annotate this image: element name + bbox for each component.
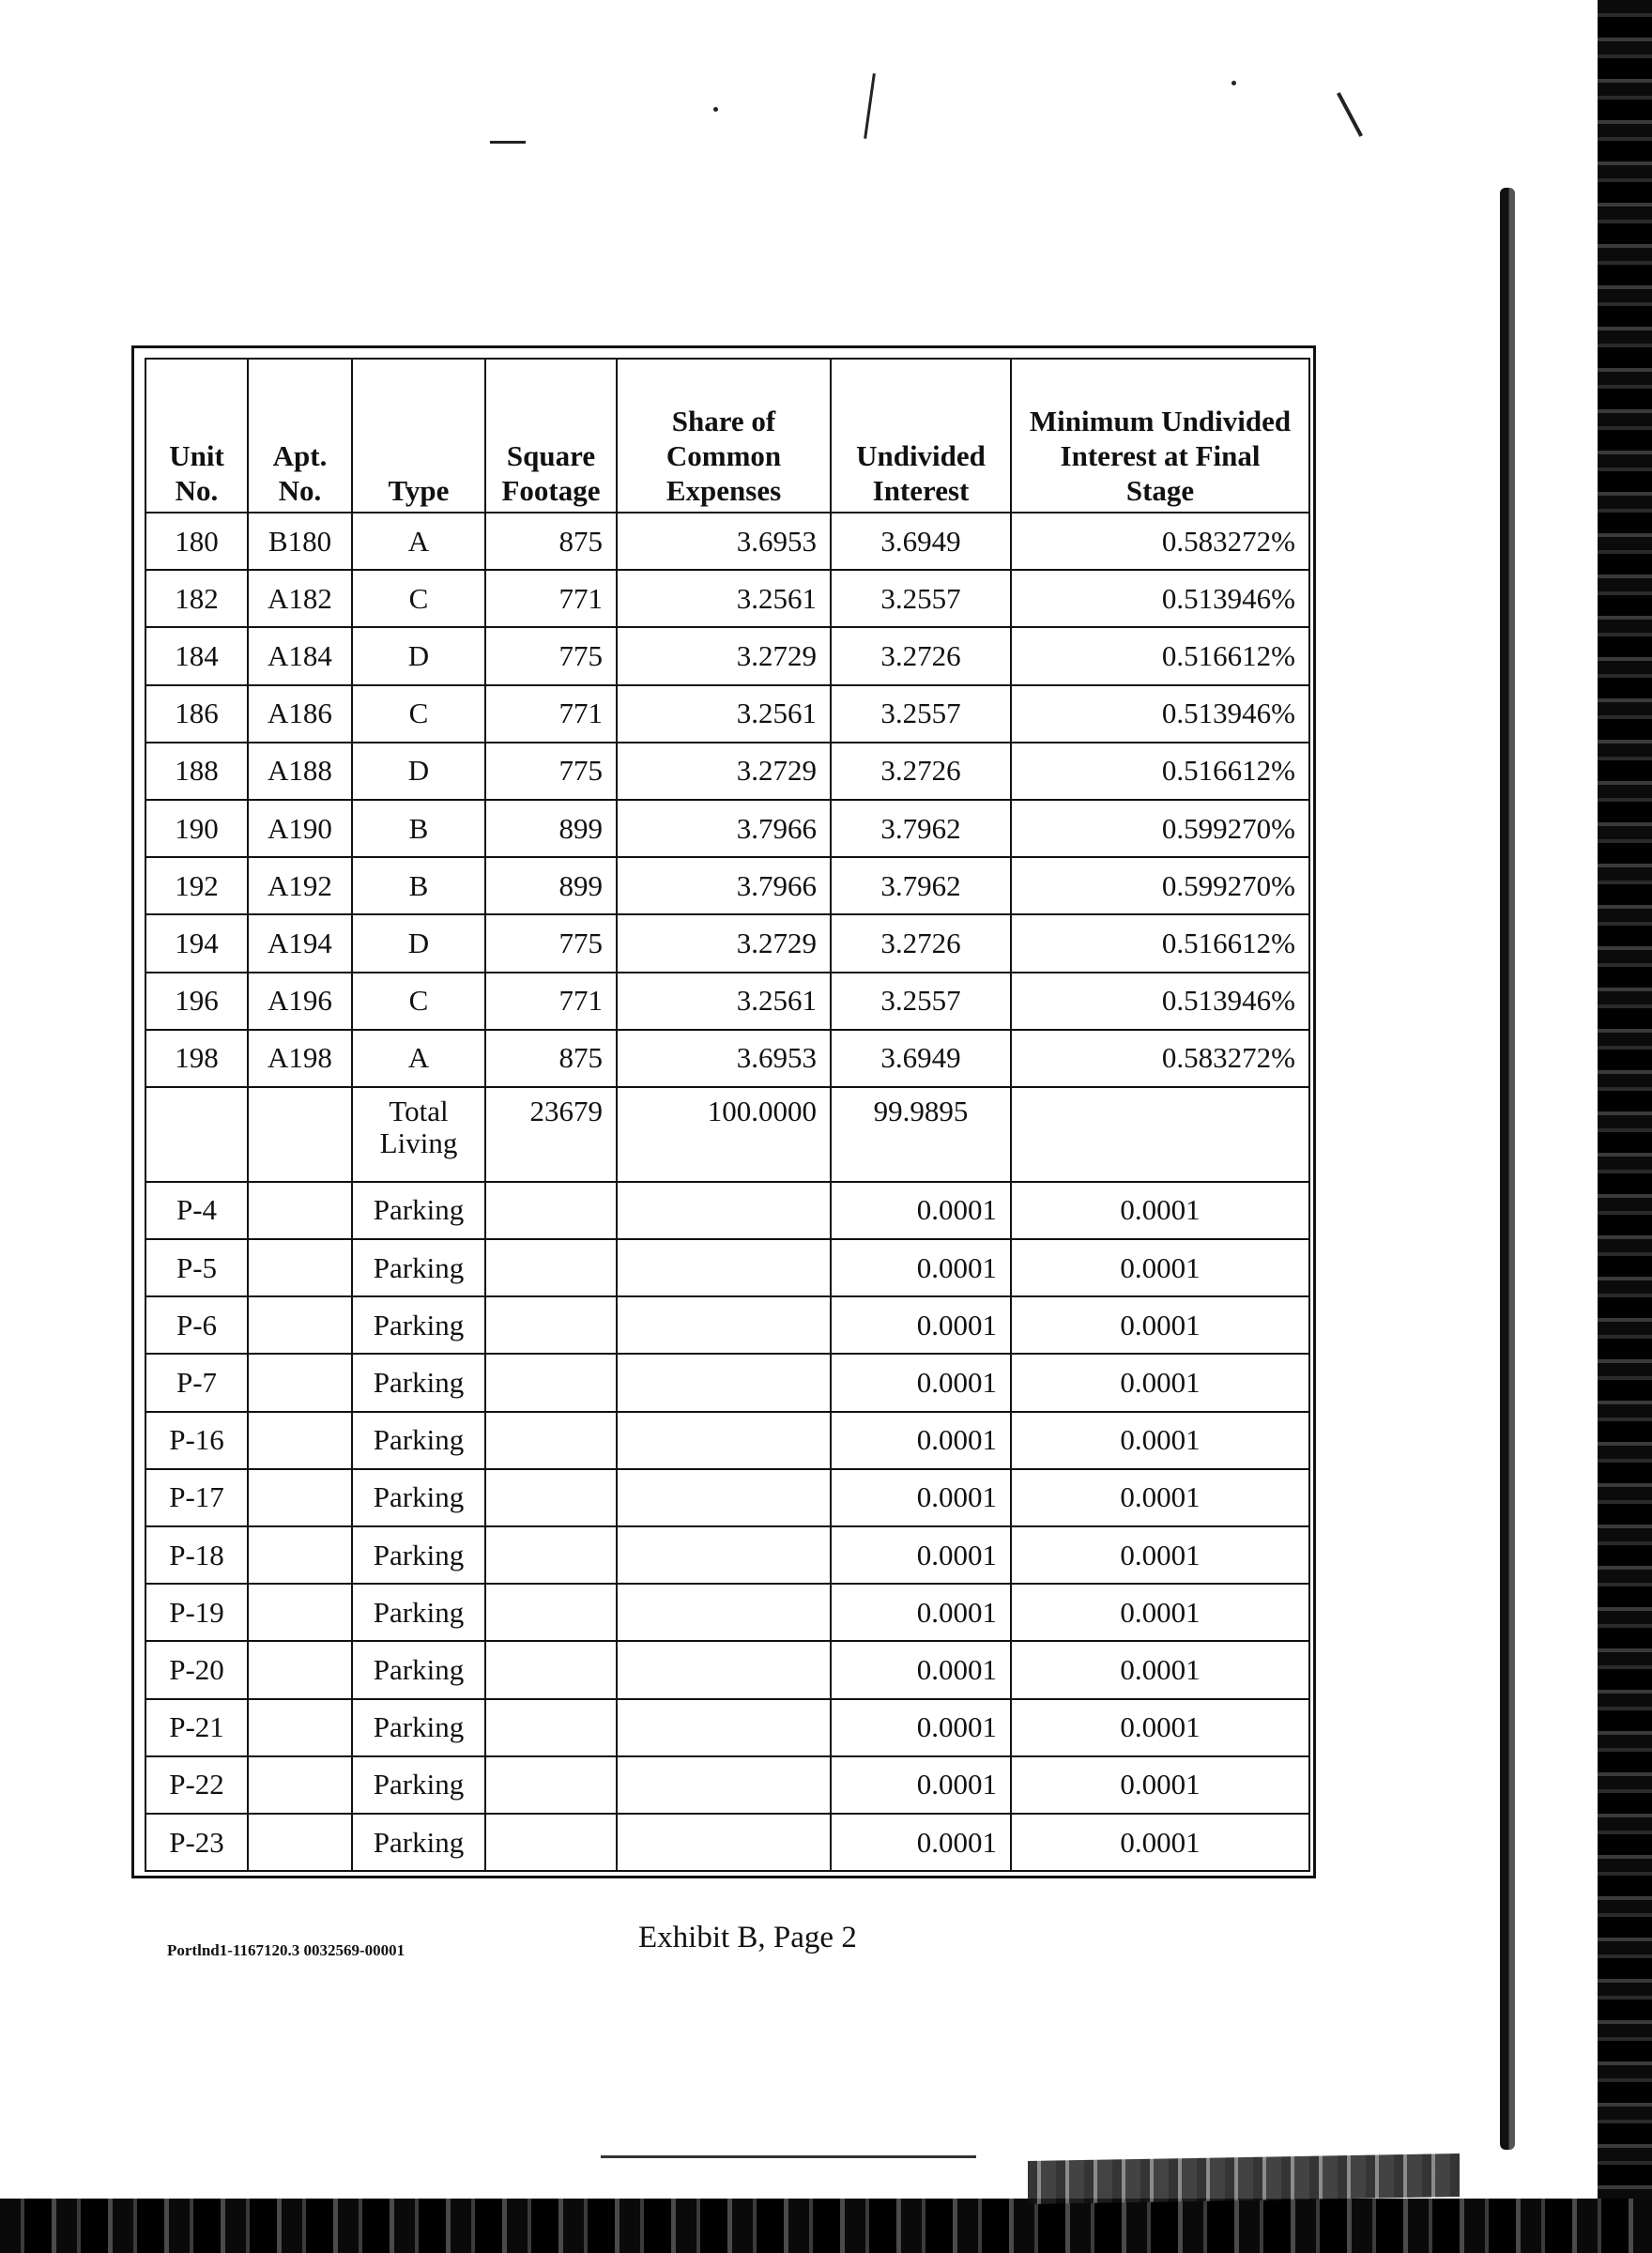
scan-line — [601, 2155, 976, 2158]
cell-type: A — [352, 1030, 485, 1087]
cell-type: Parking — [352, 1641, 485, 1698]
table-row — [145, 685, 1309, 743]
cell-minimum: 0.513946% — [1011, 973, 1309, 1030]
cell-share: 3.2729 — [617, 914, 831, 972]
cell-share — [617, 1296, 831, 1354]
cell-minimum: 0.0001 — [1011, 1699, 1309, 1756]
cell-share — [617, 1182, 831, 1239]
cell-share — [617, 1239, 831, 1296]
header-minimum-undivided-interest: Minimum Undivided Interest at Final Stage — [1011, 359, 1309, 513]
cell-minimum: 0.0001 — [1011, 1239, 1309, 1296]
cell-undivided: 0.0001 — [831, 1182, 1011, 1239]
cell-share — [617, 1814, 831, 1871]
cell-share: 3.6953 — [617, 513, 831, 570]
table-row — [145, 1412, 1309, 1469]
table-row — [145, 1756, 1309, 1814]
scan-speck — [1337, 92, 1363, 137]
cell-apt — [248, 1756, 352, 1814]
cell-unit: P-16 — [145, 1412, 248, 1469]
cell-type: Parking — [352, 1584, 485, 1641]
cell-unit: P-6 — [145, 1296, 248, 1354]
scan-edge-right — [1598, 0, 1652, 2253]
cell-undivided: 3.2726 — [831, 743, 1011, 800]
cell-apt: B180 — [248, 513, 352, 570]
cell-unit: 192 — [145, 857, 248, 914]
cell-minimum: 0.0001 — [1011, 1584, 1309, 1641]
cell-sqft — [485, 1814, 617, 1871]
scan-streak — [1500, 188, 1515, 2150]
cell-sqft: 899 — [485, 857, 617, 914]
cell-share: 3.2729 — [617, 743, 831, 800]
table-row — [145, 513, 1309, 570]
cell-share — [617, 1412, 831, 1469]
cell-apt: A190 — [248, 800, 352, 857]
cell-sqft — [485, 1182, 617, 1239]
cell-type: Parking — [352, 1814, 485, 1871]
cell-total-undivided: 99.9895 — [831, 1087, 1011, 1182]
table-row — [145, 1584, 1309, 1641]
cell-unit: P-7 — [145, 1354, 248, 1411]
cell-share: 3.7966 — [617, 857, 831, 914]
cell-undivided: 3.7962 — [831, 800, 1011, 857]
cell-sqft — [485, 1526, 617, 1584]
cell-sqft — [485, 1239, 617, 1296]
scan-smudge — [1028, 2153, 1460, 2204]
cell-undivided: 0.0001 — [831, 1584, 1011, 1641]
cell-undivided: 0.0001 — [831, 1526, 1011, 1584]
header-unit-no: Unit No. — [145, 359, 248, 513]
table-row — [145, 1182, 1309, 1239]
cell-apt — [248, 1087, 352, 1182]
cell-minimum: 0.0001 — [1011, 1296, 1309, 1354]
cell-apt: A194 — [248, 914, 352, 972]
cell-unit: P-4 — [145, 1182, 248, 1239]
cell-sqft: 875 — [485, 1030, 617, 1087]
cell-undivided: 3.2557 — [831, 570, 1011, 627]
cell-share — [617, 1584, 831, 1641]
cell-apt: A182 — [248, 570, 352, 627]
cell-share: 3.2729 — [617, 627, 831, 684]
cell-unit: 194 — [145, 914, 248, 972]
cell-type: Parking — [352, 1699, 485, 1756]
cell-sqft: 775 — [485, 627, 617, 684]
cell-minimum: 0.0001 — [1011, 1814, 1309, 1871]
cell-apt — [248, 1412, 352, 1469]
units-table-frame — [131, 345, 1316, 1878]
cell-minimum: 0.0001 — [1011, 1412, 1309, 1469]
cell-minimum: 0.583272% — [1011, 513, 1309, 570]
header-type: Type — [352, 359, 485, 513]
cell-sqft — [485, 1412, 617, 1469]
table-row — [145, 1469, 1309, 1526]
cell-apt: A188 — [248, 743, 352, 800]
cell-sqft: 875 — [485, 513, 617, 570]
cell-sqft — [485, 1296, 617, 1354]
cell-minimum: 0.516612% — [1011, 627, 1309, 684]
cell-share: 3.6953 — [617, 1030, 831, 1087]
cell-sqft: 775 — [485, 743, 617, 800]
table-row — [145, 1030, 1309, 1087]
cell-type: Parking — [352, 1354, 485, 1411]
units-table — [145, 358, 1310, 1872]
cell-sqft — [485, 1699, 617, 1756]
table-row — [145, 800, 1309, 857]
cell-share: 3.2561 — [617, 685, 831, 743]
header-square-footage: Square Footage — [485, 359, 617, 513]
cell-unit: 186 — [145, 685, 248, 743]
cell-unit: 198 — [145, 1030, 248, 1087]
cell-minimum: 0.513946% — [1011, 570, 1309, 627]
cell-type: C — [352, 973, 485, 1030]
table-header-row — [145, 359, 1309, 513]
cell-share — [617, 1699, 831, 1756]
cell-undivided: 3.2726 — [831, 627, 1011, 684]
document-id: Portlnd1-1167120.3 0032569-00001 — [167, 1941, 405, 1959]
cell-share: 3.7966 — [617, 800, 831, 857]
cell-type: Parking — [352, 1412, 485, 1469]
cell-sqft — [485, 1641, 617, 1698]
cell-type: B — [352, 800, 485, 857]
cell-unit: P-17 — [145, 1469, 248, 1526]
cell-type: B — [352, 857, 485, 914]
cell-undivided: 0.0001 — [831, 1412, 1011, 1469]
cell-apt — [248, 1584, 352, 1641]
cell-share — [617, 1526, 831, 1584]
cell-type: Parking — [352, 1756, 485, 1814]
cell-sqft — [485, 1756, 617, 1814]
cell-undivided: 3.6949 — [831, 1030, 1011, 1087]
table-row — [145, 1354, 1309, 1411]
cell-apt: A192 — [248, 857, 352, 914]
cell-type: A — [352, 513, 485, 570]
cell-undivided: 0.0001 — [831, 1699, 1011, 1756]
cell-minimum: 0.513946% — [1011, 685, 1309, 743]
cell-sqft — [485, 1354, 617, 1411]
cell-apt: A196 — [248, 973, 352, 1030]
cell-undivided: 3.2557 — [831, 685, 1011, 743]
cell-undivided: 0.0001 — [831, 1756, 1011, 1814]
cell-minimum: 0.516612% — [1011, 914, 1309, 972]
cell-unit: P-19 — [145, 1584, 248, 1641]
cell-apt: A184 — [248, 627, 352, 684]
cell-undivided: 0.0001 — [831, 1239, 1011, 1296]
cell-sqft: 775 — [485, 914, 617, 972]
table-row — [145, 1699, 1309, 1756]
cell-minimum: 0.0001 — [1011, 1756, 1309, 1814]
table-row — [145, 743, 1309, 800]
cell-share — [617, 1756, 831, 1814]
cell-apt — [248, 1526, 352, 1584]
cell-apt — [248, 1814, 352, 1871]
cell-type: D — [352, 627, 485, 684]
cell-apt — [248, 1354, 352, 1411]
cell-unit: 188 — [145, 743, 248, 800]
cell-minimum: 0.0001 — [1011, 1354, 1309, 1411]
cell-type: Parking — [352, 1296, 485, 1354]
cell-minimum: 0.0001 — [1011, 1182, 1309, 1239]
cell-apt: A198 — [248, 1030, 352, 1087]
cell-undivided: 3.6949 — [831, 513, 1011, 570]
cell-total-sqft: 23679 — [485, 1087, 617, 1182]
cell-undivided: 3.2557 — [831, 973, 1011, 1030]
cell-minimum: 0.0001 — [1011, 1469, 1309, 1526]
cell-share: 3.2561 — [617, 570, 831, 627]
cell-type: Parking — [352, 1239, 485, 1296]
cell-total-share: 100.0000 — [617, 1087, 831, 1182]
cell-minimum: 0.599270% — [1011, 800, 1309, 857]
cell-apt — [248, 1182, 352, 1239]
cell-unit: P-23 — [145, 1814, 248, 1871]
cell-unit: 182 — [145, 570, 248, 627]
cell-sqft: 899 — [485, 800, 617, 857]
cell-total-minimum — [1011, 1087, 1309, 1182]
cell-share: 3.2561 — [617, 973, 831, 1030]
cell-apt — [248, 1296, 352, 1354]
cell-undivided: 0.0001 — [831, 1354, 1011, 1411]
scan-speck — [864, 73, 876, 139]
cell-unit: P-22 — [145, 1756, 248, 1814]
cell-share — [617, 1354, 831, 1411]
table-row — [145, 857, 1309, 914]
cell-sqft: 771 — [485, 973, 617, 1030]
cell-unit: 180 — [145, 513, 248, 570]
table-row — [145, 973, 1309, 1030]
cell-apt — [248, 1641, 352, 1698]
cell-type: D — [352, 743, 485, 800]
scan-edge-bottom — [0, 2199, 1652, 2253]
scan-speck — [490, 141, 526, 144]
cell-sqft: 771 — [485, 685, 617, 743]
table-row — [145, 1526, 1309, 1584]
cell-sqft: 771 — [485, 570, 617, 627]
cell-apt — [248, 1469, 352, 1526]
cell-undivided: 0.0001 — [831, 1814, 1011, 1871]
header-apt-no: Apt. No. — [248, 359, 352, 513]
cell-unit: P-5 — [145, 1239, 248, 1296]
cell-type: Parking — [352, 1469, 485, 1526]
cell-type: Parking — [352, 1526, 485, 1584]
total-living-row — [145, 1087, 1309, 1182]
cell-undivided: 0.0001 — [831, 1296, 1011, 1354]
table-row — [145, 1296, 1309, 1354]
cell-unit: P-20 — [145, 1641, 248, 1698]
cell-apt: A186 — [248, 685, 352, 743]
cell-minimum: 0.599270% — [1011, 857, 1309, 914]
cell-unit — [145, 1087, 248, 1182]
cell-share — [617, 1469, 831, 1526]
scan-speck — [1231, 81, 1236, 85]
page-label: Exhibit B, Page 2 — [638, 1921, 857, 1954]
cell-unit: P-18 — [145, 1526, 248, 1584]
header-share-of-common-expenses: Share of Common Expenses — [617, 359, 831, 513]
cell-unit: 196 — [145, 973, 248, 1030]
cell-unit: 190 — [145, 800, 248, 857]
cell-apt — [248, 1699, 352, 1756]
table-row — [145, 1814, 1309, 1871]
cell-undivided: 3.2726 — [831, 914, 1011, 972]
cell-unit: 184 — [145, 627, 248, 684]
table-row — [145, 914, 1309, 972]
cell-sqft — [485, 1469, 617, 1526]
cell-apt — [248, 1239, 352, 1296]
cell-minimum: 0.0001 — [1011, 1641, 1309, 1698]
cell-undivided: 0.0001 — [831, 1469, 1011, 1526]
cell-minimum: 0.516612% — [1011, 743, 1309, 800]
cell-type: C — [352, 570, 485, 627]
cell-undivided: 3.7962 — [831, 857, 1011, 914]
cell-type: Parking — [352, 1182, 485, 1239]
cell-sqft — [485, 1584, 617, 1641]
table-row — [145, 1239, 1309, 1296]
cell-total-label: Total Living — [352, 1087, 485, 1182]
table-row — [145, 1641, 1309, 1698]
cell-minimum: 0.0001 — [1011, 1526, 1309, 1584]
scan-speck — [713, 107, 718, 112]
cell-share — [617, 1641, 831, 1698]
table-row — [145, 570, 1309, 627]
cell-undivided: 0.0001 — [831, 1641, 1011, 1698]
cell-minimum: 0.583272% — [1011, 1030, 1309, 1087]
header-undivided-interest: Undivided Interest — [831, 359, 1011, 513]
cell-unit: P-21 — [145, 1699, 248, 1756]
cell-type: D — [352, 914, 485, 972]
cell-type: C — [352, 685, 485, 743]
table-row — [145, 627, 1309, 684]
